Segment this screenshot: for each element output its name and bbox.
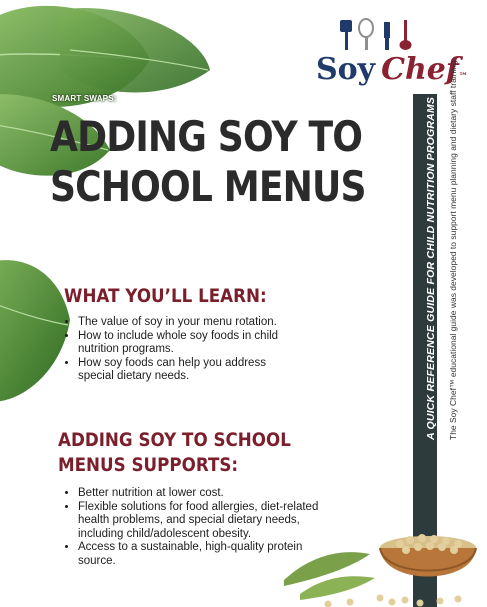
title-line-2: SCHOOL MENUS bbox=[50, 162, 366, 211]
list-item: • The value of soy in your menu rotation. bbox=[78, 316, 288, 330]
learn-heading: WHAT YOU’LL LEARN: bbox=[64, 285, 267, 307]
title-line-1: ADDING SOY TO bbox=[50, 112, 363, 161]
list-item: • Flexible solutions for food allergies, diet-related health problems, and special dietary needs, including child/adolescent obesity. bbox=[78, 501, 334, 542]
supports-heading bbox=[58, 428, 291, 478]
sidebar-note: The Soy Chef™ educational guide was developed to support menu planning and dietary staff training. bbox=[448, 57, 458, 440]
kicker-label: SMART SWAPS: bbox=[52, 94, 117, 103]
ladle-icon bbox=[400, 20, 412, 50]
supports-heading-line-2: MENUS SUPPORTS: bbox=[58, 454, 239, 476]
soy-chef-logo bbox=[312, 18, 468, 88]
knife-icon bbox=[384, 22, 390, 50]
whisk-icon bbox=[359, 19, 373, 50]
page-title bbox=[50, 112, 366, 212]
list-item: • Better nutrition at lower cost. bbox=[78, 487, 334, 501]
learn-list bbox=[62, 316, 288, 384]
soybean-bowl-icon bbox=[280, 516, 480, 607]
logo-wordmark: Soy Chef™ bbox=[316, 52, 468, 87]
list-item: • Access to a sustainable, high-quality protein source. bbox=[78, 541, 334, 568]
list-item: • How soy foods can help you address special dietary needs. bbox=[78, 357, 288, 384]
sidebar-banner-text: A QUICK REFERENCE GUIDE FOR CHILD NUTRITION PROGRAMS bbox=[425, 96, 437, 440]
spatula-icon bbox=[340, 20, 352, 50]
list-item: • How to include whole soy foods in child nutrition programs. bbox=[78, 330, 288, 357]
supports-heading-line-1: ADDING SOY TO SCHOOL bbox=[58, 429, 291, 451]
